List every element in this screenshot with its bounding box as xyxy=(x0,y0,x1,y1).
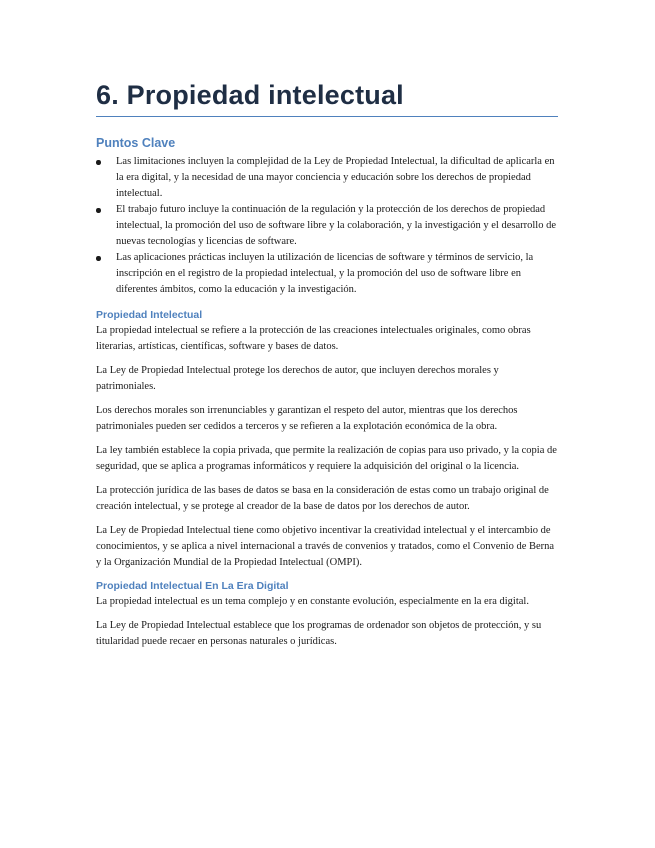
list-item xyxy=(96,250,558,298)
bullet-icon xyxy=(96,160,101,165)
page-title: 6. Propiedad intelectual xyxy=(96,78,558,117)
bullet-icon xyxy=(96,256,101,261)
key-points-list xyxy=(96,154,558,298)
list-item xyxy=(96,202,558,250)
list-item-text: Las limitaciones incluyen la complejidad de la Ley de Propiedad Intelectual, la dificultad de aplicarla en la era digital, y la necesidad de una mayor conciencia y educación sobre los derechos de propiedad intelectual. xyxy=(116,156,555,199)
list-item xyxy=(96,154,558,202)
paragraph: La propiedad intelectual se refiere a la protección de las creaciones intelectuales originales, como obras literarias, artísticas, científicas, software y bases de datos. xyxy=(96,325,531,352)
paragraph: La propiedad intelectual es un tema complejo y en constante evolución, especialmente en la era digital. xyxy=(96,596,529,607)
paragraph: La protección jurídica de las bases de datos se basa en la consideración de estas como un trabajo original de creación intelectual, y se protege al creador de la base de datos por los derechos de autor. xyxy=(96,485,549,512)
section-heading-era-digital: Propiedad Intelectual En La Era Digital xyxy=(96,580,289,592)
key-points-heading: Puntos Clave xyxy=(96,136,176,150)
list-item-text: Las aplicaciones prácticas incluyen la utilización de licencias de software y términos de servicio, la inscripción en el registro de la propiedad intelectual, y la promoción del uso de software libre en diferentes ámbitos, como la educación y la investigación. xyxy=(116,252,534,295)
paragraph: La Ley de Propiedad Intelectual protege los derechos de autor, que incluyen derechos morales y patrimoniales. xyxy=(96,365,499,392)
paragraph: Los derechos morales son irrenunciables y garantizan el respeto del autor, mientras que los derechos patrimoniales pueden ser cedidos a terceros y se refieren a la explotación económica de la obra. xyxy=(96,405,518,432)
paragraph: La Ley de Propiedad Intelectual tiene como objetivo incentivar la creatividad intelectual y el intercambio de conocimientos, y se aplica a nivel internacional a través de convenios y tratados, como el Convenio de Berna y la Organización Mundial de la Propiedad Intelectual (OMPI). xyxy=(96,525,555,568)
paragraph: La ley también establece la copia privada, que permite la realización de copias para uso privado, y la copia de seguridad, que se aplica a programas informáticos y requiere la adquisición del original o la licencia. xyxy=(96,445,557,472)
paragraph: La Ley de Propiedad Intelectual establece que los programas de ordenador son objetos de protección, y su titularidad puede recaer en personas naturales o jurídicas. xyxy=(96,620,542,647)
section-heading-propiedad-intelectual: Propiedad Intelectual xyxy=(96,309,203,321)
list-item-text: El trabajo futuro incluye la continuación de la regulación y la protección de los derechos de propiedad intelectual, la promoción del uso de software libre y la colaboración, y la investigación y el desarrollo de nuevas tecnologías y licencias de software. xyxy=(116,204,556,247)
bullet-icon xyxy=(96,208,101,213)
document-page xyxy=(96,78,558,658)
